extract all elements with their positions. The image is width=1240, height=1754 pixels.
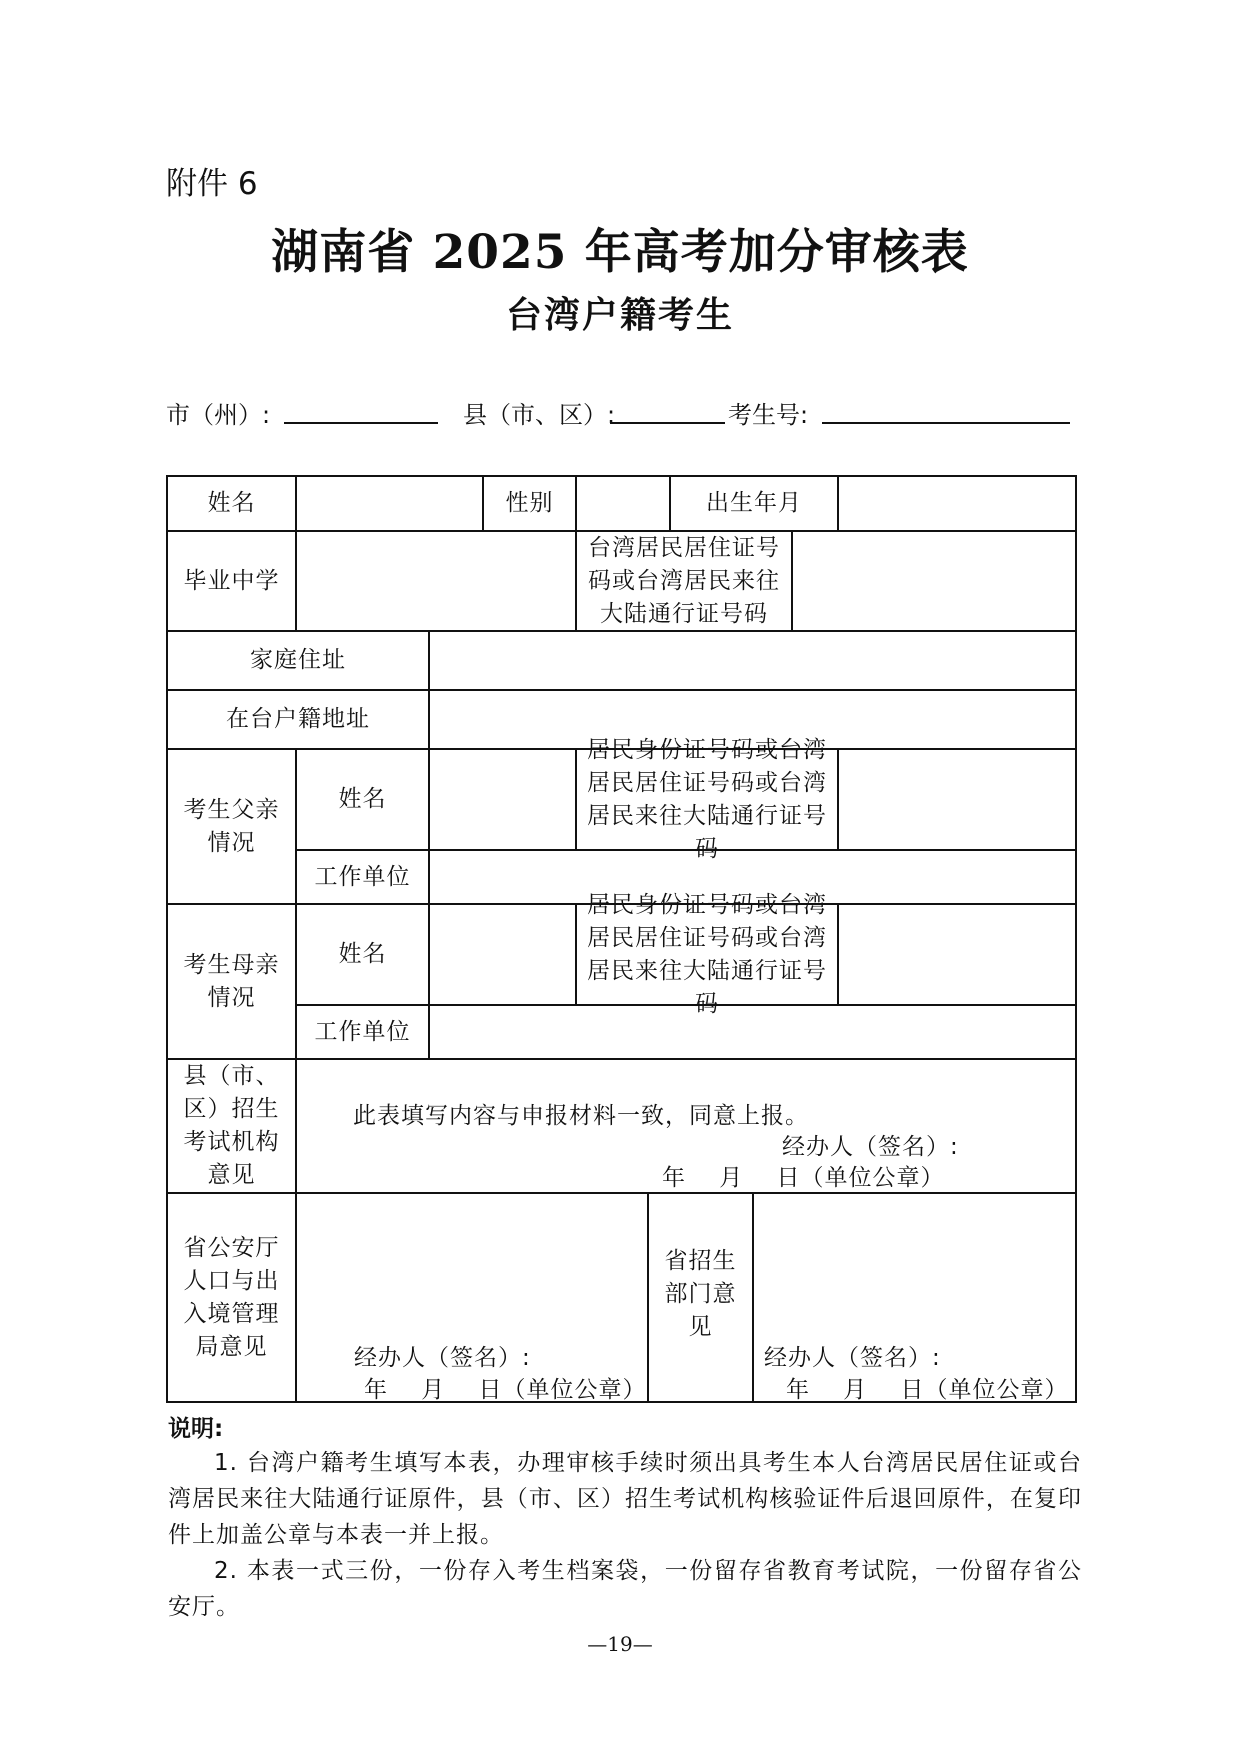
page-number: —19— [587,1632,653,1656]
mother-name-input[interactable] [430,905,575,1004]
county-label: 县（市、区）: [463,401,616,429]
father-label: 考生父亲 情况 [183,796,280,856]
school-label: 毕业中学 [183,567,280,594]
father-id-input[interactable] [839,750,1075,849]
mother-label: 考生母亲 情况 [183,951,280,1011]
city-field[interactable] [284,422,438,424]
city-label: 市（州）: [166,401,271,429]
father-work-label: 工作单位 [314,863,411,890]
father-name-label: 姓名 [338,786,387,812]
note-item-1: 1. 台湾户籍考生填写本表，办理审核手续时须出具考生本人台湾居民居住证或台湾居民来往大陆通行证原件，县（市、区）招生考试机构核验证件后退回原件，在复印件上加盖公章与本表一并上报。 [168,1450,1082,1548]
mother-name-label: 姓名 [338,941,387,967]
admission-handler-sign: 经办人（签名）: [764,1345,941,1371]
home-address-label: 家庭住址 [250,647,346,673]
police-opinion-label: 省公安厅 人口与出 入境管理 局意见 [183,1234,280,1360]
police-date-seal: 年 月 日（单位公章） [364,1377,647,1403]
form-subtitle: 台湾户籍考生 [505,295,734,336]
mother-id-label: 居民身份证号码或台湾 居民居住证号码或台湾 居民来往大陆通行证号码 [587,891,827,1017]
mother-work-label: 工作单位 [314,1018,411,1045]
police-handler-sign: 经办人（签名）: [354,1345,531,1371]
gender-label: 性别 [505,490,554,516]
name-input[interactable] [297,477,482,530]
review-table [166,475,1077,1403]
exam-no-field[interactable] [822,422,1070,424]
notes-title: 说明: [168,1416,224,1442]
birth-input[interactable] [839,477,1075,530]
father-name-input[interactable] [430,750,575,849]
attachment-label: 附件 6 [166,166,258,202]
gender-input[interactable] [577,477,669,530]
mother-id-input[interactable] [839,905,1075,1004]
mother-work-input[interactable] [430,1006,1075,1058]
note-item-2: 2. 本表一式三份，一份存入考生档案袋，一份留存省教育考试院，一份留存省公安厅。 [168,1558,1082,1620]
admission-opinion-label: 省招生 部门意 见 [664,1248,737,1340]
home-address-input[interactable] [430,632,1075,689]
admission-date-seal: 年 月 日（单位公章） [786,1377,1069,1403]
tw-id-input[interactable] [793,532,1075,630]
birth-label: 出生年月 [706,490,802,516]
county-date-seal: 年 月 日（单位公章） [662,1165,945,1191]
tw-address-label: 在台户籍地址 [226,706,370,732]
name-label: 姓名 [207,490,256,516]
county-opinion-text: 此表填写内容与申报材料一致，同意上报。 [353,1103,809,1129]
exam-no-label: 考生号: [728,401,809,429]
form-title: 湖南省 2025 年高考加分审核表 [271,225,969,280]
county-handler-sign: 经办人（签名）: [782,1134,959,1160]
county-field[interactable] [610,422,725,424]
tw-id-label: 台湾居民居住证号 码或台湾居民来往 大陆通行证号码 [588,534,780,627]
county-opinion-label: 县（市、 区）招生 考试机构 意见 [183,1063,280,1188]
father-id-label: 居民身份证号码或台湾 居民居住证号码或台湾 居民来往大陆通行证号码 [587,736,827,862]
school-input[interactable] [297,532,575,630]
